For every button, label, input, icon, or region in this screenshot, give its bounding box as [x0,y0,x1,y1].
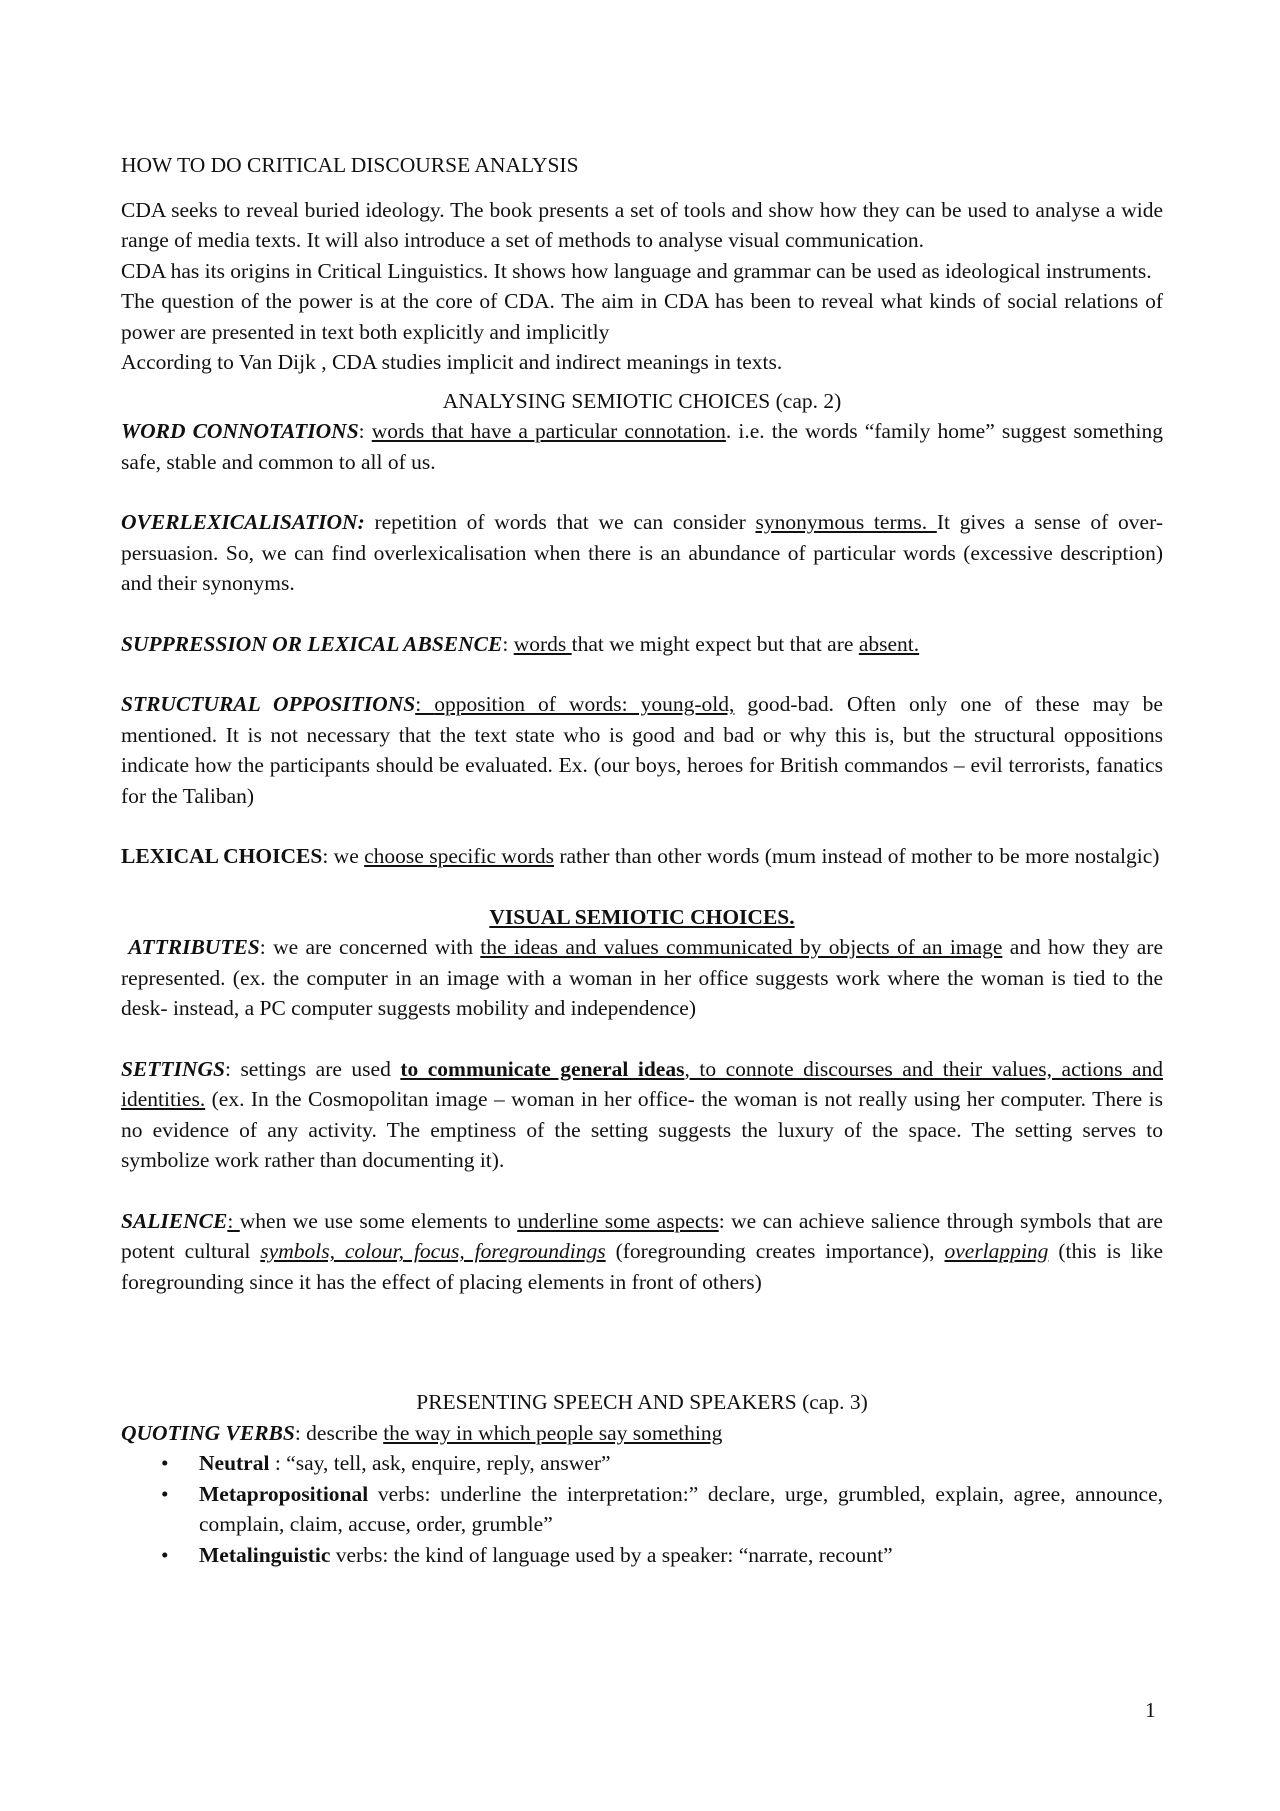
attributes-paragraph [121,932,1163,1024]
list-item-term: Neutral [199,1451,270,1475]
underlined-bold-phrase: to communicate general ideas [400,1056,685,1081]
intro-paragraph: According to Van Dijk , CDA studies implicit and indirect meanings in texts. [121,350,783,374]
paragraph-text: repetition of words that we can consider [364,510,756,534]
underlined-phrase: opposition of words: young-old, [434,692,735,716]
separator: : [415,692,435,716]
bullet-icon: • [161,1451,169,1475]
page-number: 1 [1145,1698,1156,1722]
paragraph-text: It gives a sense of over-persuasion. So, we can find overlexicalisation when there is an abundance of particular words (excessive description) and their synonyms. [121,510,1163,595]
underlined-phrase: the ideas and values communicated by objects of an image [480,935,1003,959]
salience-paragraph [121,1206,1163,1298]
list-item-text: : “say, tell, ask, enquire, reply, answer” [269,1451,611,1475]
paragraph-text: and how they are represented. (ex. the computer in an image with a woman in her office suggests work where the woman is tied to the desk- instead, a PC computer suggests mobility and independence) [121,935,1164,1020]
underlined-phrase: words that have a particular connotation [371,419,726,443]
lexical-choices-paragraph [121,841,1163,872]
paragraph-text: rather than other words (mum instead of mother to be more nostalgic) [553,844,1160,868]
intro-paragraph: CDA has its origins in Critical Linguistics. It shows how language and grammar can be used as ideological instruments. [121,258,1152,283]
paragraph-text: (foregrounding creates importance), [605,1239,945,1263]
underlined-phrase: absent. [858,631,920,656]
separator: : [358,419,372,443]
term-lexical-choices: LEXICAL CHOICES [121,844,323,868]
section-heading-semiotic: ANALYSING SEMIOTIC CHOICES (cap. 2) [442,388,842,413]
suppression-paragraph [121,629,1163,660]
document-body [121,150,1163,1570]
underlined-phrase: , to connote discourses and their values, actions and identities. [121,1056,1163,1111]
term-salience: SALIENCE [121,1208,228,1233]
paragraph-text: . i.e. the words “family home” suggest something safe, stable and common to all of us. [121,419,1163,474]
separator: : [227,1208,240,1233]
list-item-term: Metapropositional [199,1481,369,1506]
paragraph-text: (this is like foregrounding since it has the effect of placing elements in front of others) [121,1239,1164,1294]
underlined-phrase: the way in which people say something [383,1420,723,1445]
list-item [121,1479,1163,1540]
paragraph-text: : we can achieve salience through symbols that are potent cultural [121,1208,1163,1263]
paragraph-text: when we use some elements to [239,1208,518,1233]
paragraph-text: good-bad. Often only one of these may be mentioned. It is not necessary that the text state who is good and bad or why this is, but the structural oppositions indicate how the participants should be evaluated. Ex. (our boys, heroes for British commandos – evil terrorists, fanatics for the Taliban) [121,692,1163,808]
quoting-verbs-list [121,1448,1163,1570]
term-settings: SETTINGS [121,1056,225,1081]
term-structural-oppositions: STRUCTURAL OPPOSITIONS [121,692,416,716]
underlined-phrase: underline some aspects [517,1208,719,1233]
term-word-connotations: WORD CONNOTATIONS [121,419,359,443]
term-overlexicalisation: OVERLEXICALISATION: [121,510,365,534]
paragraph-text: that we might expect but that are [571,631,859,656]
separator: : [502,631,514,656]
structural-oppositions-paragraph [121,689,1163,811]
intro-paragraph: CDA seeks to reveal buried ideology. The book presents a set of tools and show how they can be used to analyse a wide range of media texts. It will also introduce a set of methods to analyse visual communication. [121,197,1163,252]
intro-paragraph: The question of the power is at the core of CDA. The aim in CDA has been to reveal what kinds of social relations of power are presented in text both explicitly and implicitly [121,289,1163,344]
list-item-term: Metalinguistic [199,1542,331,1567]
underlined-phrase: choose specific words [364,844,554,868]
term-quoting-verbs: QUOTING VERBS [121,1420,295,1445]
overlexicalisation-paragraph [121,507,1163,599]
underlined-italic-phrase: overlapping [944,1239,1049,1263]
underlined-phrase: synonymous terms. [755,510,937,534]
term-attributes: ATTRIBUTES [128,935,260,959]
paragraph-text: : we [322,844,365,868]
list-item-text: verbs: underline the interpretation:” declare, urge, grumbled, explain, agree, announce, complain, claim, accuse, order, grumble” [199,1481,1163,1536]
paragraph-text: : we are concerned with [259,935,481,959]
paragraph-text: : describe [294,1420,384,1445]
section-heading-speech: PRESENTING SPEECH AND SPEAKERS (cap. 3) [416,1390,868,1414]
paragraph-text: : settings are used [224,1056,401,1081]
section-heading-visual: VISUAL SEMIOTIC CHOICES. [489,904,795,929]
paragraph-text: (ex. In the Cosmopolitan image – woman in her office- the woman is not really using her computer. There is no evidence of any activity. The emptiness of the setting suggests the luxury of the space. The setting serves to symbolize work rather than documenting it). [121,1087,1163,1172]
list-item [121,1448,1163,1479]
underlined-italic-phrase: symbols, colour, focus, foregroundings [260,1239,606,1263]
word-connotations-paragraph [121,416,1163,477]
term-suppression: SUPPRESSION OR LEXICAL ABSENCE [121,631,503,656]
underlined-phrase: words [513,631,572,656]
quoting-verbs-paragraph [121,1418,1163,1449]
document-title: HOW TO DO CRITICAL DISCOURSE ANALYSIS [121,153,579,177]
bullet-icon: • [161,1542,169,1567]
bullet-icon: • [161,1481,169,1506]
settings-paragraph [121,1054,1163,1176]
list-item-text: verbs: the kind of language used by a speaker: “narrate, recount” [330,1542,893,1567]
list-item [121,1540,1163,1571]
